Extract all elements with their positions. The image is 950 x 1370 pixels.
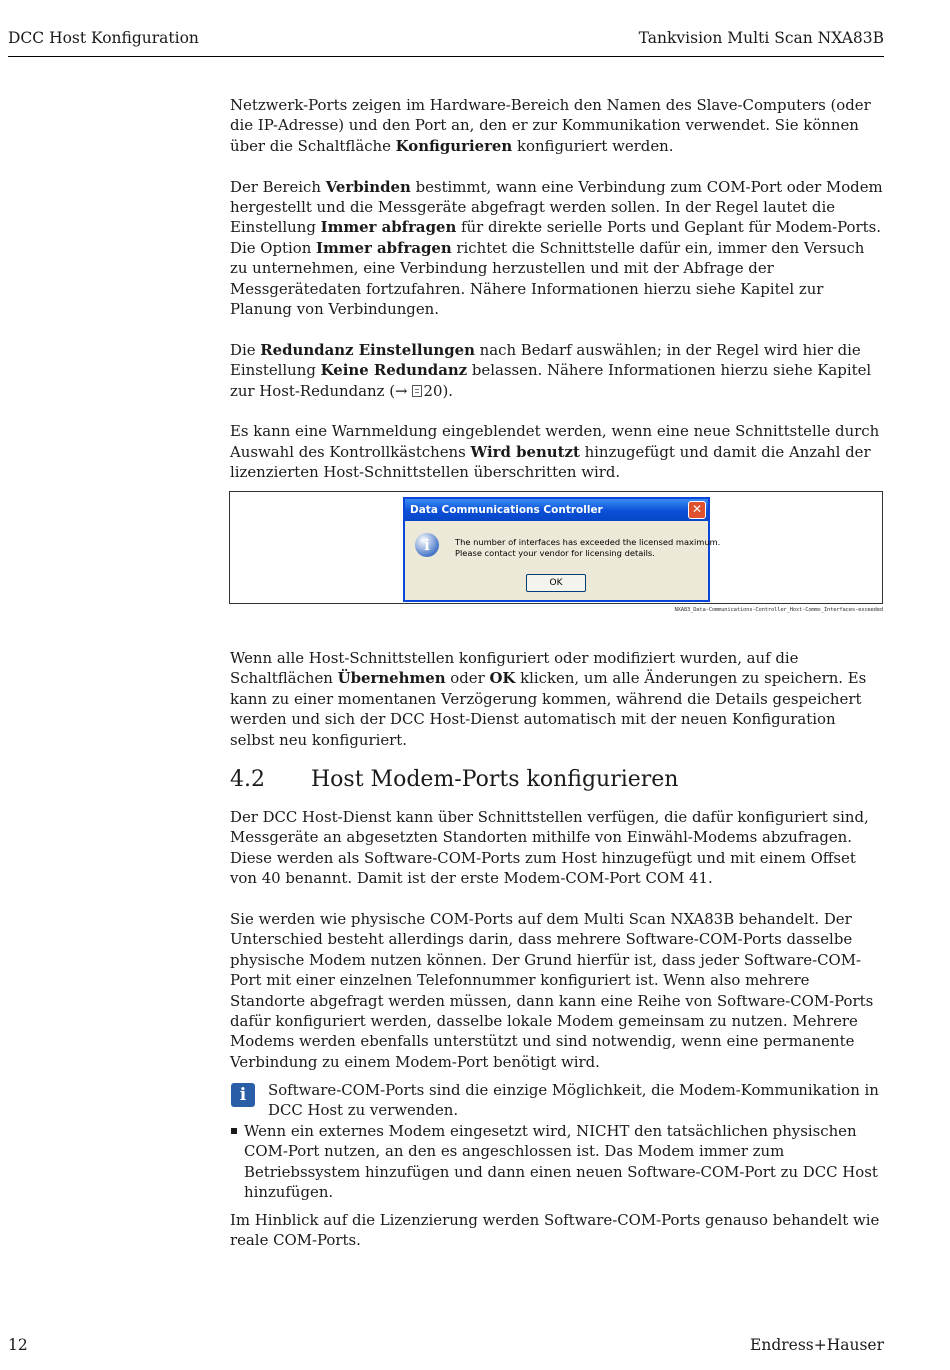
list-item-text: Wenn ein externes Modem eingesetzt wird, NICHT den tatsächlichen physischen COM-Port nutzen, an den es angeschlossen ist. Das Modem immer zum Betriebssystem hinzufügen und dann einen neuen Software-COM-Port zu DCC Host hinzufügen. [244, 1122, 878, 1202]
page-number: 12 [8, 1336, 28, 1354]
close-icon[interactable]: ✕ [688, 501, 706, 519]
paragraph-apply: Wenn alle Host-Schnittstellen konfiguriert oder modifiziert wurden, auf die Schaltflächen Übernehmen oder OK klicken, um alle Änderungen zu speichern. Es kann zu einer momentanen Verzögerung kommen, während die Details gespeichert werden und sich der DCC Host-Dienst automatisch mit der neuen Konfiguration selbst neu konfiguriert. [230, 649, 867, 749]
figure-caption: NXA83_Data-Communications-Controller_Host-Comms_Interfaces-exceeded [674, 607, 883, 613]
paragraph-redundanz: Die Redundanz Einstellungen nach Bedarf auswählen; in der Regel wird hier die Einstellung Keine Redundanz belassen. Nähere Informationen hierzu siehe Kapitel zur Host-Redundanz (→ 20). [230, 340, 872, 400]
term-immer-abfragen-2: Immer abfragen [316, 238, 452, 257]
dialog-message: The number of interfaces has exceeded the licensed maximum. Please contact your vendor for licensing details. [455, 537, 721, 558]
page-reference-icon [412, 385, 422, 397]
header-rule [8, 56, 884, 57]
section-title: Host Modem-Ports konfigurieren [311, 767, 679, 792]
term-keine-redundanz: Keine Redundanz [320, 361, 468, 380]
paragraph-modem-details: Sie werden wie physische COM-Ports auf dem Multi Scan NXA83B behandelt. Der Unterschied besteht allerdings darin, dass mehrere Software-COM-Ports dasselbe physische Modem nutzen können. Der Grund hierfür ist, dass jeder Software-COM-Port mit einer einzelnen Telefonnummer konfiguriert ist. Wenn also mehrere Standorte abgefragt werden müssen, dann kann eine Reihe von Software-COM-Ports dafür konfiguriert werden, dasselbe lokale Modem gemeinsam zu nutzen. Mehrere Modems werden ebenfalls unterstützt und sind notwendig, wenn eine permanente Verbindung zu einem Modem-Port benötigt wird. [230, 910, 874, 1071]
paragraph-licensing: Im Hinblick auf die Lizenzierung werden Software-COM-Ports genauso behandelt wie reale COM-Ports. [230, 1211, 880, 1250]
section-heading [230, 765, 678, 795]
dialog-title: Data Communications Controller [410, 504, 603, 516]
term-immer-abfragen: Immer abfragen [320, 218, 457, 237]
brand-name: Endress+Hauser [750, 1336, 884, 1354]
term-uebernehmen: Übernehmen [337, 669, 446, 688]
body-text-top [230, 95, 884, 483]
section-number: 4.2 [230, 767, 265, 792]
running-header-right: Tankvision Multi Scan NXA83B [638, 29, 884, 47]
list-item [231, 1121, 884, 1203]
license-warning-dialog [403, 497, 721, 602]
screenshot-figure [229, 491, 883, 604]
paragraph-verbinden: Der Bereich Verbinden bestimmt, wann eine Verbindung zum COM-Port oder Modem hergestellt und die Messgeräte abgefragt werden sollen. In der Regel lautet die Einstellung Immer abfragen für direkte serielle Ports und Geplant für Modem-Ports. Die Option Immer abfragen richtet die Schnittstelle dafür ein, immer den Versuch zu unternehmen, eine Verbindung herzustellen und mit der Abfrage der Messgerätedaten fortzufahren. Nähere Informationen hierzu siehe Kapitel zur Planung von Verbindungen. [230, 177, 883, 319]
term-redundanz-einstellungen: Redundanz Einstellungen [260, 340, 475, 359]
info-icon: i [415, 533, 439, 557]
paragraph-network-ports: Netzwerk-Ports zeigen im Hardware-Bereich den Namen des Slave-Computers (oder die IP-Adresse) und den Port an, den er zur Kommunikation verwendet. Sie können über die Schaltfläche Konfigurieren konfiguriert werden. [230, 96, 871, 155]
info-icon: i [231, 1083, 255, 1107]
paragraph-modem-intro: Der DCC Host-Dienst kann über Schnittstellen verfügen, die dafür konfiguriert sind, Messgeräte an abgesetzten Standorten mithilfe von Einwähl-Modems abzufragen. Diese werden als Software-COM-Ports zum Host hinzugefügt und mit einem Offset von 40 benannt. Damit ist der erste Modem-COM-Port COM 41. [230, 808, 869, 888]
term-verbinden: Verbinden [325, 177, 411, 196]
term-konfigurieren: Konfigurieren [395, 136, 513, 155]
ok-button[interactable]: OK [526, 574, 586, 592]
dialog-title-bar [405, 499, 708, 521]
running-header-left: DCC Host Konfiguration [8, 29, 199, 47]
note-text: Software-COM-Ports sind die einzige Möglichkeit, die Modem-Kommunikation in DCC Host zu verwenden. [268, 1081, 879, 1120]
term-wird-benutzt: Wird benutzt [470, 442, 580, 461]
page-reference-link[interactable]: 20). [423, 381, 453, 400]
term-ok: OK [489, 669, 516, 688]
paragraph-warning: Es kann eine Warnmeldung eingeblendet werden, wenn eine neue Schnittstelle durch Auswahl des Kontrollkästchens Wird benutzt hinzugefügt und damit die Anzahl der lizenzierten Host-Schnittstellen überschritten wird. [230, 422, 880, 482]
bullet-icon [231, 1128, 237, 1134]
body-text-section [230, 807, 884, 1072]
